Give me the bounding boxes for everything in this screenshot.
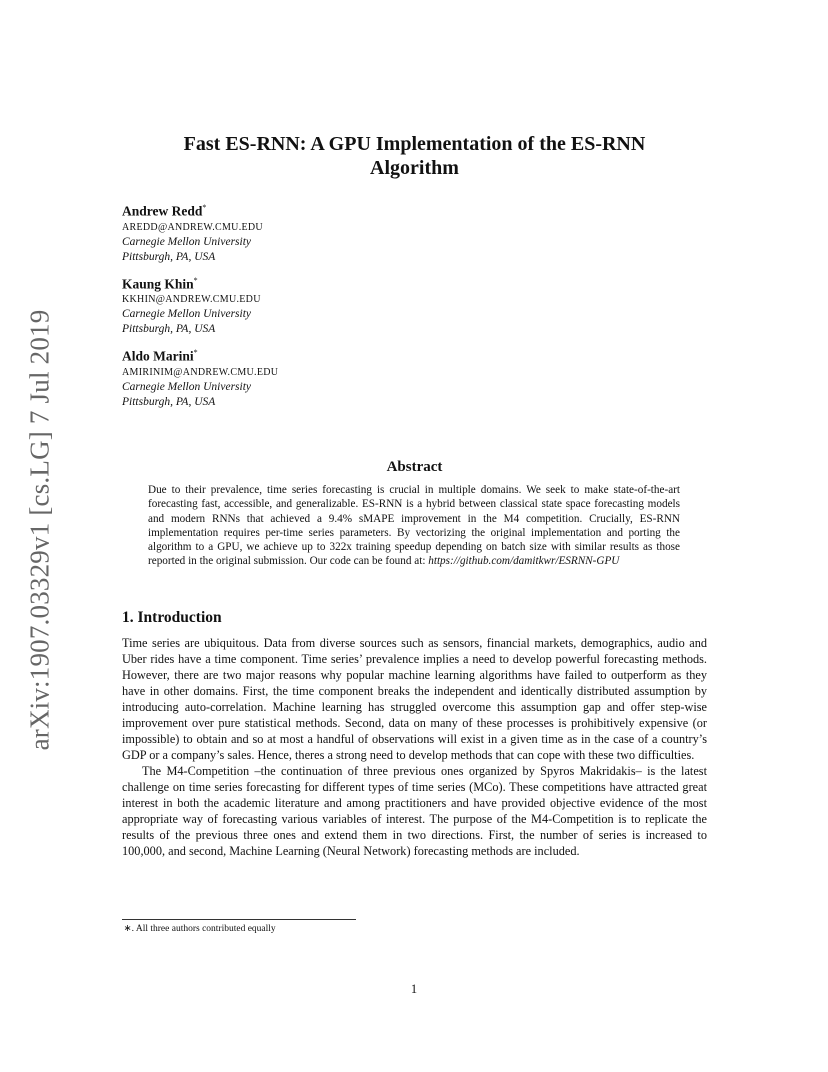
arxiv-identifier-text: arXiv:1907.03329v1 [cs.LG] 7 Jul 2019: [24, 309, 55, 751]
author-location: Pittsburgh, PA, USA: [122, 323, 216, 335]
code-url-link[interactable]: https://github.com/damitkwr/ESRNN-GPU: [428, 555, 620, 568]
footnote: [122, 923, 276, 934]
author-marker: *: [193, 275, 198, 285]
introduction-body: [122, 635, 707, 859]
author-1: [122, 199, 522, 265]
author-3: [122, 344, 522, 410]
author-name: Kaung Khin: [122, 276, 194, 291]
author-email: AREDD@ANDREW.CMU.EDU: [122, 221, 263, 233]
author-email: AMIRINIM@ANDREW.CMU.EDU: [122, 366, 279, 378]
author-name: Aldo Marini: [122, 348, 194, 364]
author-marker: *: [193, 348, 198, 357]
author-name: Andrew Redd: [122, 203, 203, 219]
author-affiliation: Carnegie Mellon University: [122, 235, 252, 248]
title-line-2: Algorithm: [370, 157, 459, 179]
author-marker: *: [202, 203, 207, 212]
author-2: [122, 272, 522, 338]
footnote-divider: [122, 919, 356, 920]
page-number: 1: [410, 982, 418, 996]
footnote-mark: ∗.: [123, 924, 134, 934]
author-email: KKHIN@ANDREW.CMU.EDU: [122, 294, 261, 305]
abstract-text: [148, 483, 680, 569]
author-block: [122, 199, 522, 417]
author-affiliation: Carnegie Mellon University: [122, 308, 252, 320]
author-affiliation: Carnegie Mellon University: [122, 380, 252, 393]
abstract-body-text: Due to their prevalence, time series forecasting is crucial in multiple domains. We seek to make state-of-the-art forecasting fast, accessible, and generalizable. ES-RNN is a hybrid between classical state space forecasting models and modern RNNs that achieved a 9.4% sMAPE improvement in the M4 competition. Crucially, ES-RNN implementation requires per-time series parameters. By vectorizing the original implementation and porting the algorithm to a GPU, we achieve up to 322x training speedup depending on batch size with similar results as those reported in the original submission. Our code can be found at:: [148, 484, 680, 568]
arxiv-identifier-stamp: [20, 300, 60, 760]
author-location: Pittsburgh, PA, USA: [122, 395, 216, 408]
paper-title: [122, 132, 707, 180]
intro-paragraph-1: Time series are ubiquitous. Data from diverse sources such as sensors, financial markets, demographics, audio and Uber rides have a time component. Time series’ prevalence implies a need to develop powerful forecasting methods. However, there are two major reasons why popular machine learning algorithms have failed to outperform as they have in other domains. First, the time component breaks the independent and identically distributed assumption by introducing auto-correlation. Machine learning has struggled overcome this assumption gap and offer step-wise improvement over pure statistical methods. Second, data on many of these processes is prohibitively expensive (or impossible) to obtain and so at most a handful of observations will exist in a given time as in the case of a country’s GDP or a company’s sales. Hence, theres a strong need to develop methods that can cope with these two difficulties.: [122, 636, 707, 762]
title-line-1: Fast ES-RNN: A GPU Implementation of the ES-RNN: [183, 133, 646, 155]
section-heading: 1. Introduction: [122, 609, 222, 626]
author-location: Pittsburgh, PA, USA: [122, 250, 216, 263]
abstract-heading: Abstract: [386, 459, 443, 475]
footnote-text: All three authors contributed equally: [135, 924, 276, 934]
intro-paragraph-2: The M4-Competition –the continuation of three previous ones organized by Spyros Makridakis– is the latest challenge on time series forecasting for different types of time series (MCo). These competitions have attracted great interest in both the academic literature and among practitioners and have provided objective evidence of the most appropriate way of forecasting various variables of interest. The purpose of the M4-Competition is to replicate the results of the previous three ones and extend them in two directions. First, the number of series is increased to 100,000, and second, Machine Learning (Neural Network) forecasting methods are included.: [122, 764, 707, 858]
